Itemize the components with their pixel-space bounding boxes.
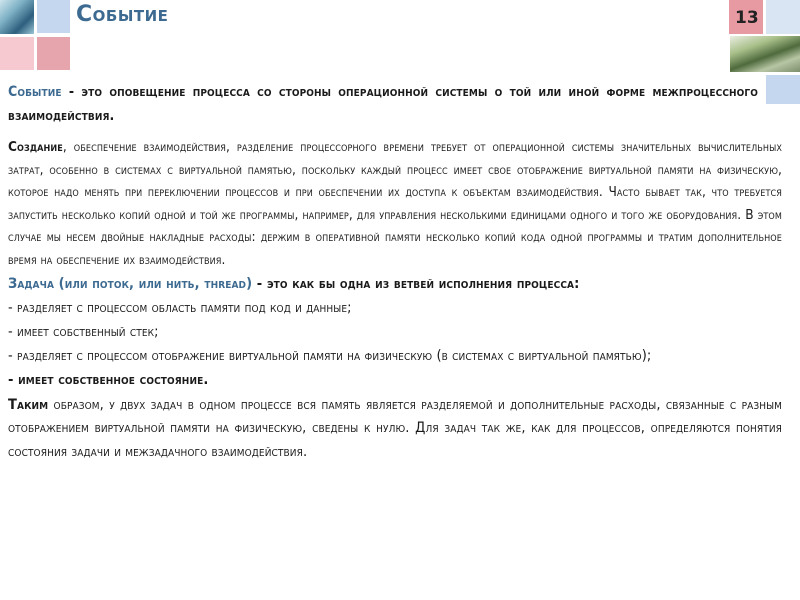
header-photo-left <box>0 0 34 34</box>
decor-square-blue-right-top <box>766 0 800 34</box>
task-list-item: - разделяет с процессом отображение виртуальной памяти на физическую (в системах с виртуальной памятью); <box>8 347 652 364</box>
creation-text: , обеспечение взаимодействия, разделение процессорного времени требует от операционной системы значительных вычислительных затрат, особенно в системах с виртуальной памятью, поскольку каждый процесс имеет свое отображение виртуальной памяти на физическую, которое надо менять при переключении процессов и при обеспечении их доступа к объектам взаимодействия. Часто бывает так, что требуется запустить несколько копий одной и той же программы, например, для управления несколькими единицами одного и того же оборудования. В этом случае мы несем двойные накладные расходы: держим в оперативной памяти несколько копий кода одной программы и тратим дополнительное время на обеспечение их взаимодействия. <box>8 139 782 268</box>
decor-square-pink-light <box>0 37 34 70</box>
task-definition-text: - это как бы одна из ветвей исполнения процесса: <box>252 276 580 292</box>
task-list-item: - имеет собственный стек; <box>8 323 159 340</box>
definition-term: Событие <box>8 84 62 100</box>
definition-paragraph <box>8 80 758 128</box>
task-list-item: - разделяет с процессом область памяти под код и данные; <box>8 299 352 316</box>
creation-paragraph <box>8 136 782 271</box>
definition-text: - это оповещение процесса со стороны операционной системы о той или иной форме межпроцессного взаимодействия. <box>8 84 758 124</box>
creation-first-word: Создание <box>8 139 63 155</box>
summary-paragraph <box>8 394 782 465</box>
summary-first-word: Таким <box>8 396 49 413</box>
decor-square-blue <box>37 0 70 33</box>
decor-square-pink <box>37 37 70 70</box>
summary-text: образом, у двух задач в одном процессе вся память является разделяемой и дополнительные расходы, связанные с разным отображением виртуальной памяти на физическую, сведены к нулю. Для задач так же, как для процессов, определяются понятия состояния задачи и межзадачного взаимодействия. <box>8 396 782 460</box>
task-definition-paragraph <box>8 273 782 296</box>
task-term: Задача (или поток, или нить, thread) <box>8 276 253 292</box>
task-list-item: - имеет собственное состояние. <box>8 371 209 388</box>
header-photo-right <box>730 36 800 72</box>
slide-title: Событие <box>76 2 169 27</box>
slide-content <box>8 80 782 464</box>
page-number: 13 <box>735 8 759 28</box>
